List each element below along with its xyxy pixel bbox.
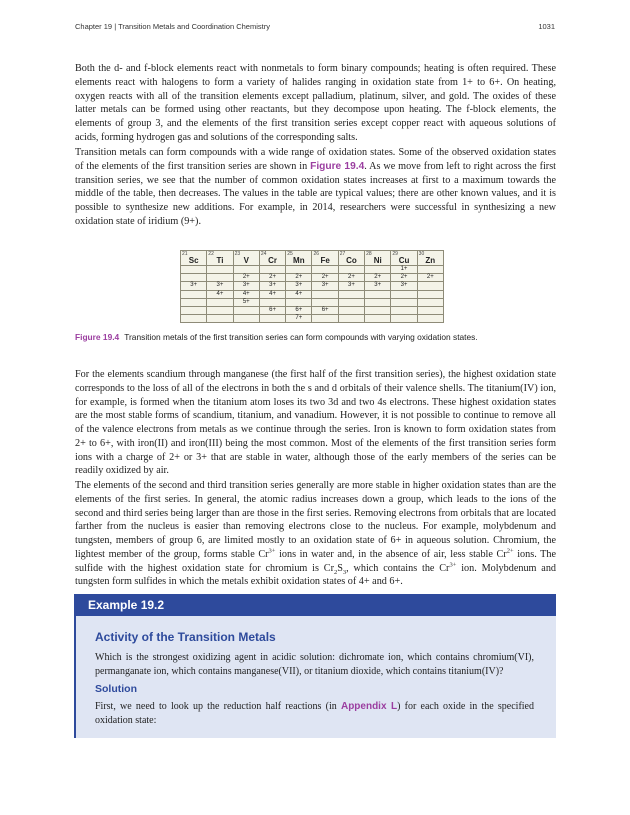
table-row (181, 282, 444, 290)
atomic-number: 22 (208, 251, 214, 257)
oxidation-state-cell: 3+ (259, 282, 285, 290)
oxidation-state-cell: 6+ (259, 306, 285, 314)
oxidation-state-cell (207, 266, 233, 274)
p4-text-f: ion. Molybdenum and tungsten form sulfides in which the metals exhibit oxidation states of 4+ and 6+. (75, 562, 557, 588)
paragraph-second-third-series (75, 479, 556, 589)
oxidation-state-cell (233, 306, 259, 314)
element-cell (417, 251, 443, 266)
oxidation-state-cell (181, 290, 207, 298)
oxidation-state-cell (417, 306, 443, 314)
oxidation-state-cell: 3+ (391, 282, 417, 290)
p4-text-a: The elements of the second and third transition series generally are more stable in higher oxidation states than are the elements of the first series. In general, the atomic radius increases down a group, which leads to the ions of the second and third series being larger than are those in the first series. Removing electrons from orbitals that are located farther from the nucleus is easier than removing electrons close to the nucleus. For example, molybdenum and tungsten, members of group 6, are limited mostly to an oxidation state of 6+ in aqueous solution. Chromium, the lightest member of the group, forms stable Cr (75, 480, 556, 560)
oxidation-state-cell (417, 298, 443, 306)
page-number: 1031 (538, 22, 555, 31)
oxidation-state-cell (417, 282, 443, 290)
paragraph-oxidation-states (75, 146, 556, 229)
solution-text (95, 700, 534, 727)
table-row (181, 306, 444, 314)
oxidation-state-cell (391, 290, 417, 298)
oxidation-state-cell: 2+ (233, 274, 259, 282)
cr2s3-subscript-3: 3 (342, 568, 347, 576)
oxidation-state-cell (312, 266, 338, 274)
atomic-number: 27 (339, 251, 346, 257)
oxidation-state-cell (417, 290, 443, 298)
element-symbol: Cr (268, 256, 277, 265)
oxidation-state-cell: 3+ (312, 282, 338, 290)
oxidation-state-cell: 3+ (233, 282, 259, 290)
oxidation-state-cell (286, 266, 312, 274)
oxidation-state-cell: 2+ (312, 274, 338, 282)
example-box (74, 594, 556, 738)
oxidation-states-table (180, 250, 444, 323)
chapter-title: Chapter 19 | Transition Metals and Coordination Chemistry (75, 22, 270, 31)
table-row (181, 274, 444, 282)
oxidation-state-cell (286, 298, 312, 306)
oxidation-state-cell (312, 315, 338, 323)
element-symbol: Mn (293, 256, 305, 265)
solution-text-before: First, we need to look up the reduction half reactions (in (95, 701, 341, 712)
oxidation-state-cell: 2+ (286, 274, 312, 282)
element-cell (338, 251, 364, 266)
oxidation-state-cell (207, 315, 233, 323)
oxidation-state-cell: 7+ (286, 315, 312, 323)
atomic-number: 30 (418, 251, 425, 257)
p4-text-d: S (337, 562, 343, 574)
element-symbol: Co (346, 256, 357, 265)
element-symbol: Cu (398, 256, 410, 265)
caption-text: Transition metals of the first transition series can form compounds with varying oxidation states. (124, 332, 478, 342)
oxidation-state-cell (338, 306, 364, 314)
figure-caption (75, 332, 556, 342)
atomic-number: 24 (260, 251, 267, 257)
p4-text-e: , which contains the Cr (346, 562, 450, 574)
paragraph-binary-compounds: Both the d- and f-block elements react with nonmetals to form binary compounds; heating is often required. These elements react with halogens to form a variety of halides ranging in oxidation state from 1+ to 6+. On heating, oxygen reacts with all of the transition elements except palladium, platinum, silver, and gold. The oxides of these latter metals can be formed using other reactants, but they decompose upon heating. The f-block elements, the elements of group 3, and the elements of the first transition series except copper react with aqueous solutions of acids, forming hydrogen gas and solutions of the corresponding salts. (75, 63, 556, 143)
p2-text-before: Transition metals can form compounds with a wide range of oxidation states. Some of the observed oxidation states of the elements of the first transition series are shown in (75, 147, 556, 172)
oxidation-state-cell: 2+ (365, 274, 391, 282)
element-cell (365, 251, 391, 266)
oxidation-state-cell (338, 266, 364, 274)
oxidation-state-cell (312, 298, 338, 306)
oxidation-state-cell: 4+ (233, 290, 259, 298)
oxidation-state-cell (365, 266, 391, 274)
table-row (181, 290, 444, 298)
table-row (181, 315, 444, 323)
atomic-number: 21 (182, 251, 188, 257)
example-question: Which is the strongest oxidizing agent in acidic solution: dichromate ion, which contains chromium(VI), permanganate ion, which contains manganese(VII), or titanium dioxide, which contains titanium(IV)? (95, 652, 534, 677)
oxidation-state-cell (233, 266, 259, 274)
oxidation-state-cell (259, 266, 285, 274)
example-title: Activity of the Transition Metals (95, 630, 276, 644)
element-cell (259, 251, 285, 266)
oxidation-state-cell (181, 266, 207, 274)
oxidation-state-cell: 2+ (391, 274, 417, 282)
oxidation-state-cell (391, 306, 417, 314)
oxidation-state-cell: 4+ (286, 290, 312, 298)
element-symbol: Sc (188, 256, 199, 265)
oxidation-state-cell (259, 315, 285, 323)
element-symbol: Ni (373, 256, 382, 265)
oxidation-state-cell: 3+ (181, 282, 207, 290)
oxidation-state-cell: 1+ (391, 266, 417, 274)
example-header: Example 19.2 (76, 594, 556, 616)
oxidation-state-cell: 2+ (259, 274, 285, 282)
oxidation-state-cell (233, 315, 259, 323)
oxidation-state-cell: 3+ (286, 282, 312, 290)
oxidation-state-cell: 4+ (207, 290, 233, 298)
oxidation-state-cell (181, 298, 207, 306)
element-cell (207, 251, 233, 266)
atomic-number: 25 (287, 251, 293, 257)
appendix-l-link[interactable]: Appendix L (340, 701, 398, 712)
p2-text-after: . As we move from left to right across the first transition series, we see that the number of common oxidation states increases at first to a maximum towards the middle of the table, then decreases. The values in the table are typical values; there are other known values, and it is possible to synthesize new additions. For example, in 2014, researchers were successful in synthesizing a new oxidation state of iridium (9+). (75, 160, 556, 227)
oxidation-state-cell: 2+ (338, 274, 364, 282)
element-cell (233, 251, 259, 266)
oxidation-state-cell: 6+ (312, 306, 338, 314)
figure-label: Figure 19.4 (75, 332, 120, 342)
oxidation-state-cell (391, 315, 417, 323)
element-cell (391, 251, 417, 266)
oxidation-state-cell (417, 266, 443, 274)
oxidation-state-cell: 3+ (365, 282, 391, 290)
oxidation-state-cell (365, 298, 391, 306)
p4-text-b: ions in water and, in the absence of air, less stable Cr (275, 548, 507, 560)
oxidation-state-cell (181, 306, 207, 314)
oxidation-state-cell: 5+ (233, 298, 259, 306)
oxidation-state-cell (207, 298, 233, 306)
cr2-superscript: 2+ (506, 547, 514, 555)
element-symbol: Fe (320, 256, 330, 265)
table-header-row (181, 251, 444, 266)
solution-heading: Solution (95, 683, 137, 695)
element-symbol: Zn (425, 256, 436, 265)
oxidation-state-cell (312, 290, 338, 298)
oxidation-state-cell (338, 298, 364, 306)
atomic-number: 29 (392, 251, 398, 257)
oxidation-state-cell: 6+ (286, 306, 312, 314)
oxidation-state-cell: 3+ (338, 282, 364, 290)
oxidation-state-cell (338, 315, 364, 323)
oxidation-state-cell (207, 306, 233, 314)
page-header (75, 22, 555, 36)
oxidation-state-cell (365, 290, 391, 298)
oxidation-state-cell (181, 315, 207, 323)
oxidation-state-cell (391, 298, 417, 306)
figure-19-4-link[interactable]: Figure 19.4 (310, 160, 365, 172)
cr2s3-subscript-2: 2 (333, 568, 338, 576)
oxidation-state-cell (365, 306, 391, 314)
oxidation-state-cell (207, 274, 233, 282)
element-symbol: Ti (216, 256, 224, 265)
element-symbol: V (243, 256, 249, 265)
atomic-number: 23 (234, 251, 241, 257)
solution-text-after: ) for each oxide in the specified oxidation state: (95, 701, 534, 726)
table-row (181, 266, 444, 274)
element-cell (312, 251, 338, 266)
table-row (181, 298, 444, 306)
cr3-ion-superscript: 3+ (449, 561, 457, 569)
oxidation-state-cell (417, 315, 443, 323)
atomic-number: 26 (313, 251, 320, 257)
oxidation-state-cell (338, 290, 364, 298)
p4-text-c: ions. The sulfide with the highest oxidation state for chromium is Cr (75, 548, 556, 574)
oxidation-state-cell (259, 298, 285, 306)
oxidation-state-cell: 2+ (417, 274, 443, 282)
atomic-number: 28 (366, 251, 372, 257)
oxidation-state-cell (365, 315, 391, 323)
element-cell (286, 251, 312, 266)
element-cell (181, 251, 207, 266)
paragraph-scandium-manganese: For the elements scandium through manganese (the first half of the first transition series), the highest oxidation state corresponds to the loss of all of the electrons in both the s and d orbitals of their valence shells. The titanium(IV) ion, for example, is formed when the titanium atom loses its two 3d and two 4s electrons. These highest oxidation states are the most stable forms of scandium, titanium, and vanadium. However, it is not possible to continue to remove all of the valence electrons from metals as we continue through the series. Iron is known to form oxidation states from 2+ to 6+, with iron(II) and iron(III) being the most common. Most of the elements of the first transition series form ions with a charge of 2+ or 3+ that are stable in water, although those of the early members of the series can be readily oxidized by air. (75, 369, 556, 477)
cr3-superscript: 3+ (268, 547, 276, 555)
oxidation-state-cell (181, 274, 207, 282)
oxidation-state-cell: 3+ (207, 282, 233, 290)
oxidation-state-cell: 4+ (259, 290, 285, 298)
